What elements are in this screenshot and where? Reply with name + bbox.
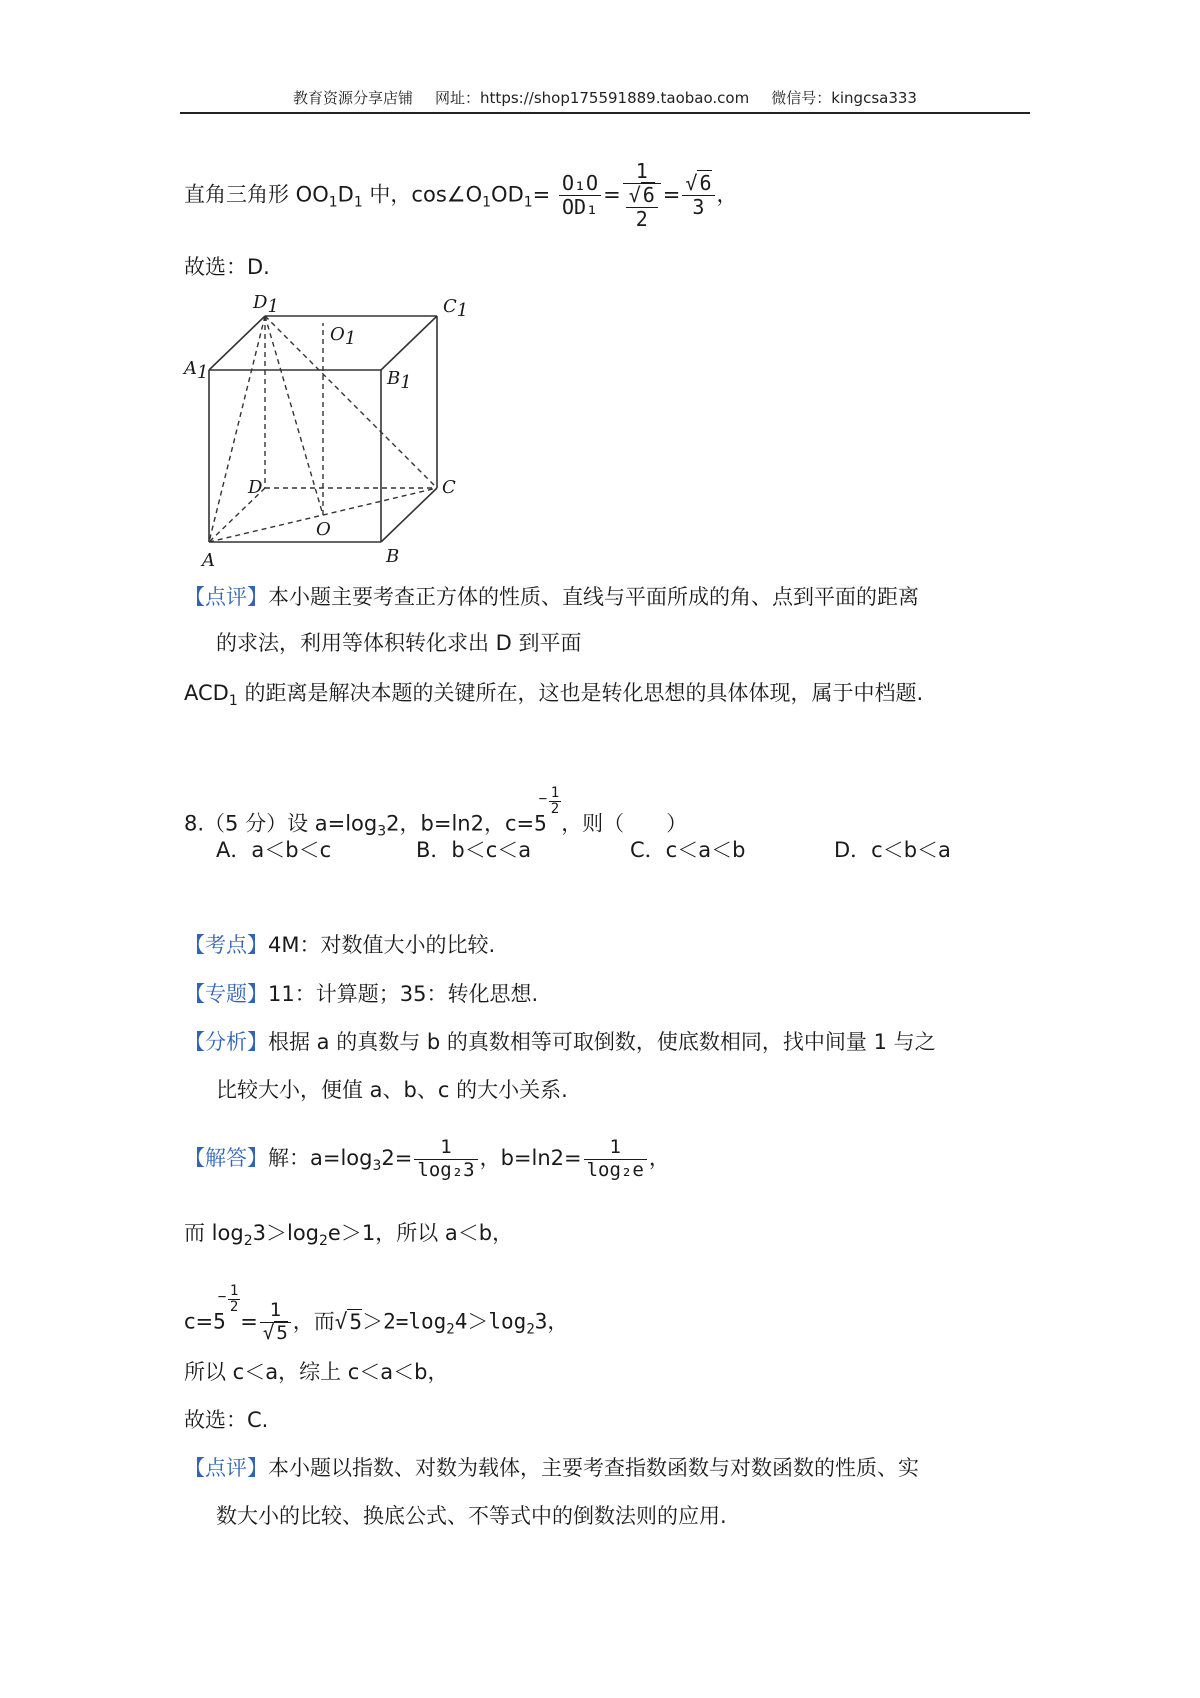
- review7-line3: $ACD_1$ 的距离是解决本题的关键所在，这也是转化思想的具体体现，属于中档题.: [184, 681, 924, 709]
- question8-stem: 8.（5 分）设 $a=\log_32$，b=ln2，c=5 − 1 2 ，则（ ）: [184, 785, 688, 840]
- jieda-line4: 所以 c＜a，综上 c＜a＜b，: [184, 1360, 449, 1384]
- fraction-sqrt6-over-3: $\frac{√ 6}{3}$: [682, 172, 714, 219]
- fraction-o1o-od1: $\frac{\text{O₁O}}{\text{OD₁}}$: [559, 172, 601, 219]
- option-a[interactable]: A．a＜b＜c: [216, 838, 332, 862]
- shop-url: 网址：https://shop175591889.taobao.com: [435, 89, 750, 107]
- label-o: O: [316, 519, 331, 540]
- kaodian-line: 【考点】4M：对数值大小的比较.: [184, 933, 496, 957]
- option-b[interactable]: B．b＜c＜a: [416, 838, 532, 862]
- zhuanti-line: 【专题】11：计算题；35：转化思想.: [184, 982, 539, 1006]
- exponent-neg-half: − 1 2: [538, 785, 560, 817]
- shop-name: 教育资源分享店铺: [293, 89, 414, 107]
- option-c[interactable]: C．c＜a＜b: [630, 838, 746, 862]
- label-b1: B1: [387, 368, 412, 393]
- label-o1: O1: [330, 324, 357, 349]
- fenxi-line2: 比较大小，便值 a、b、c 的大小关系.: [216, 1078, 568, 1102]
- label-c: C: [442, 477, 456, 498]
- label-c1: C1: [443, 296, 469, 321]
- jieda-line2: 而 $\log_23>\log_2e>1$，所以 a＜b，: [184, 1221, 514, 1249]
- fraction-1-over-sqrt5: $\frac{1}{√ 5}$: [260, 1300, 291, 1345]
- label-b: B: [386, 546, 400, 567]
- page-header: [180, 84, 1030, 114]
- jieda-line3: c=5 − 1 2 = $\frac{1}{√ 5}$ ，而$√5>2=\log_24>\log_23$，: [184, 1283, 569, 1345]
- fenxi-line1: 【分析】根据 a 的真数与 b 的真数相等可取倒数，使底数相同，找中间量 1 与之: [184, 1030, 936, 1054]
- label-d1: D1: [253, 292, 279, 317]
- jieda-line1: 【解答】解：$a=\log_32=$ $\frac{1}{\text{log₂3}}$ ，b=ln2= $\frac{1}{\text{log₂e}}$ ，: [184, 1135, 670, 1181]
- answer-d: 故选：D.: [184, 255, 270, 279]
- fraction-1-over-log2-e: $\frac{1}{\text{log₂e}}$: [584, 1137, 647, 1182]
- wechat-id: 微信号：kingcsa333: [771, 89, 917, 107]
- cos-formula-line: 直角三角形 $OO_1D_1$ 中，$\cos\angle O_1OD_1=$ $\frac{\text{O₁O}}{\text{OD₁}}$ = $\frac{1}{\frac{√ 6}{2}}$ = $\frac{√ 6}{3}$ ，: [184, 159, 738, 231]
- label-a: A: [202, 550, 215, 570]
- option-d[interactable]: D．c＜b＜a: [834, 838, 951, 862]
- answer-c: 故选：C.: [184, 1408, 269, 1432]
- exponent-neg-half-2: − 1 2: [217, 1283, 239, 1315]
- fraction-1-over-log2-3: $\frac{1}{\text{log₂3}}$: [414, 1137, 477, 1182]
- review7-line2: 的求法，利用等体积转化求出 D 到平面: [216, 631, 582, 655]
- review-tag: 【点评】: [184, 585, 268, 609]
- label-d: D: [248, 477, 263, 498]
- fraction-1-over-sqrt6-half: $\frac{1}{\frac{√ 6}{2}}$: [623, 160, 661, 231]
- review7-line1: 【点评】本小题主要考查正方体的性质、直线与平面所成的角、点到平面的距离: [184, 585, 919, 609]
- label-a1: A1: [184, 358, 209, 383]
- dianping-line1: 【点评】本小题以指数、对数为载体，主要考查指数函数与对数函数的性质、实: [184, 1456, 919, 1480]
- dianping-line2: 数大小的比较、换底公式、不等式中的倒数法则的应用.: [216, 1504, 727, 1528]
- cube-diagram: [180, 290, 480, 570]
